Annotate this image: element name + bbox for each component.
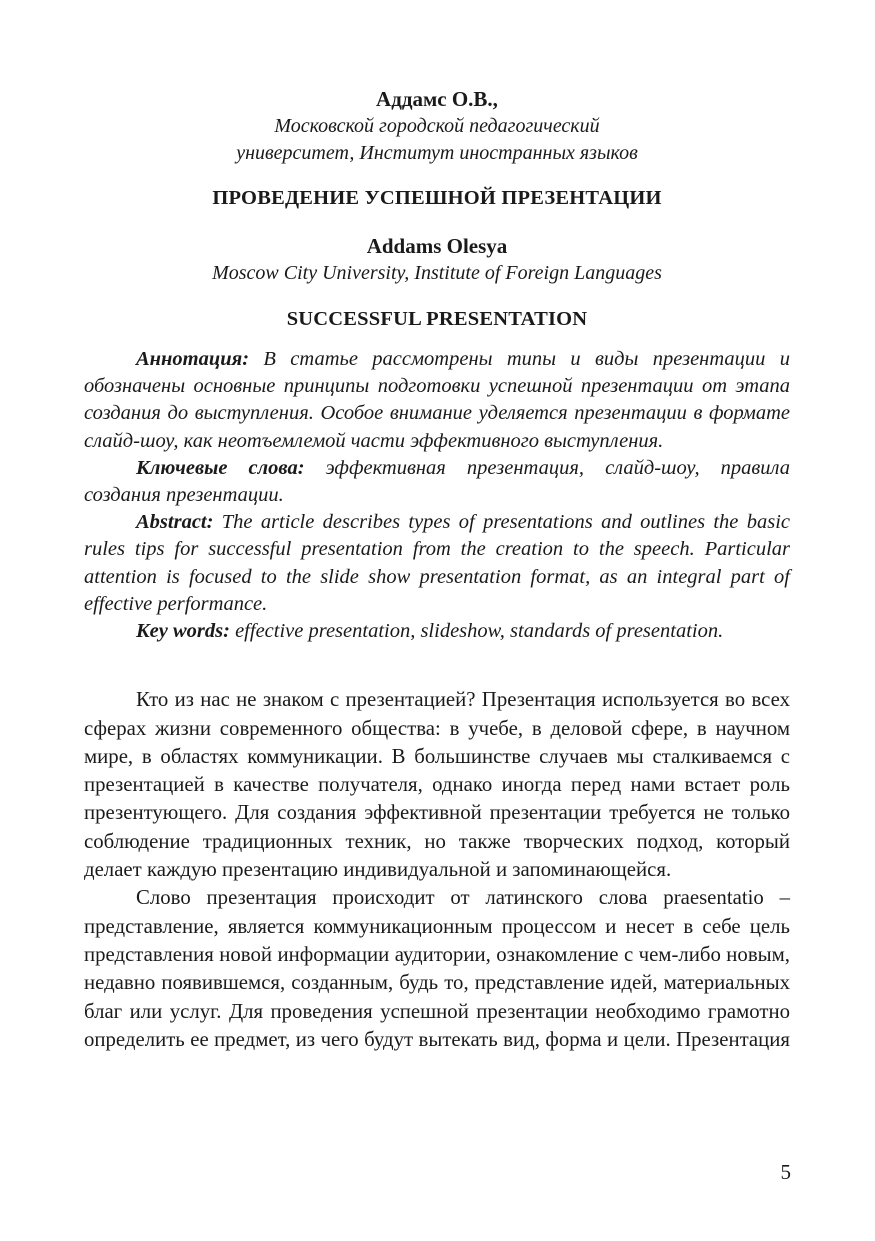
abstract-section	[84, 346, 790, 645]
keywords-en-text: effective presentation, slideshow, standards of presentation.	[229, 620, 724, 643]
article-title-ru: ПРОВЕДЕНИЕ УСПЕШНОЙ ПРЕЗЕНТАЦИИ	[212, 187, 662, 209]
abstract-en-label: Abstract:	[136, 511, 214, 534]
keywords-en-label: Key words:	[136, 620, 230, 643]
annotation-text: В статье рассмотрены типы и виды презентации и обозначены основные принципы подготовки успешной презентации от этапа создания до выступления. Особое внимание уделяется презентации в формате слайд-шоу, как неотъемлемой части эффективного выступления.	[84, 348, 790, 452]
author-name-ru: Аддамс О.В.,	[376, 87, 498, 111]
body-paragraph-2: Слово презентация происходит от латинского слова praesentatio – представление, является коммуникационным процессом и несет в себе цель представления новой информации аудитории, ознакомление с чем-либо новым, недавно появившемся, созданным, будь то, представление идей, материальных благ или услуг. Для проведения успешной презентации необходимо грамотно определить ее предмет, из чего будут вытекать вид, форма и цели. Презентация	[84, 886, 790, 1051]
article-page	[84, 86, 790, 1054]
annotation-label: Аннотация:	[136, 348, 250, 370]
article-body	[84, 686, 790, 1054]
abstract-en	[84, 509, 790, 618]
keywords-ru-label: Ключевые слова:	[136, 456, 305, 479]
keywords-ru-text: эффективная презентация, слайд-шоу, правила создания презентации.	[84, 456, 790, 507]
article-title-en: SUCCESSFUL PRESENTATION	[286, 308, 588, 330]
affiliation-ru-line2: университет, Институт иностранных языков	[236, 142, 638, 164]
page-number: 5	[780, 1160, 791, 1184]
annotation-ru	[84, 346, 790, 455]
keywords-ru	[84, 455, 790, 509]
affiliation-ru-line1: Московской городской педагогический	[274, 115, 600, 137]
abstract-en-text: The article describes types of presentations and outlines the basic rules tips for successful presentation from the creation to the speech. Particular attention is focused to the slide show presentation format, as an integral part of effective performance.	[84, 511, 790, 615]
body-paragraph-1: Кто из нас не знаком с презентацией? Презентация используется во всех сферах жизни современного общества: в учебе, в деловой сфере, в научном мире, в областях коммуникации. В большинстве случаев мы сталкиваемся с презентацией в качестве получателя, однако иногда перед нами встает роль презентующего. Для создания эффективной презентации требуется не только соблюдение традиционных техник, но также творческих подход, который делает каждую презентацию индивидуальной и запоминающейся.	[84, 688, 790, 882]
article-header	[84, 86, 790, 333]
author-name-en: Addams Olesya	[366, 234, 508, 258]
keywords-en	[84, 618, 790, 645]
affiliation-en: Moscow City University, Institute of Foreign Languages	[212, 262, 662, 284]
